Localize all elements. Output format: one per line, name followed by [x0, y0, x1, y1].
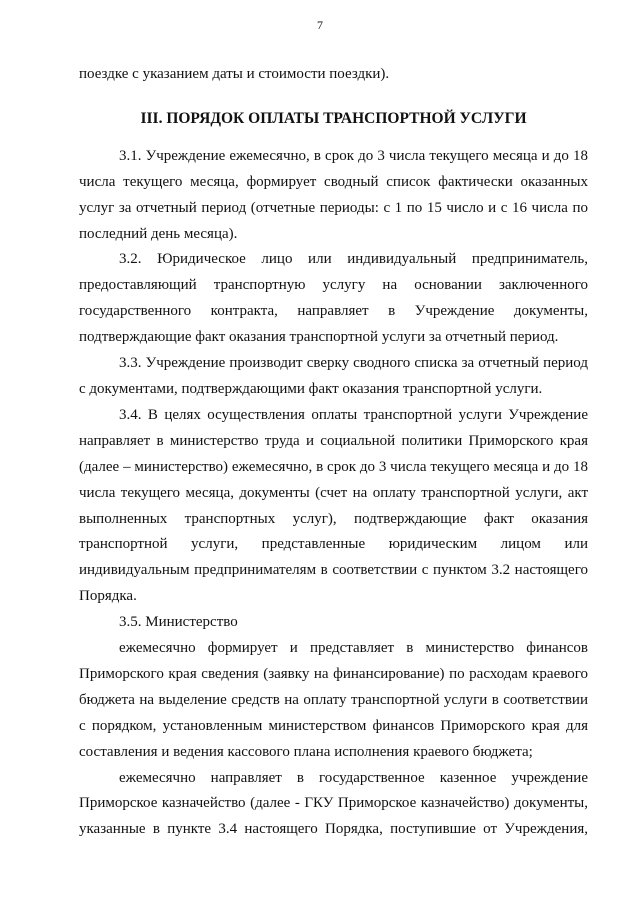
- paragraph-3-1: 3.1. Учреждение ежемесячно, в срок до 3 числа текущего месяца и до 18 числа текущего месяца, формирует сводный список фактически оказанных услуг за отчетный период (отчетные периоды: с 1 по 15 число и с 16 числа по последний день месяца).: [79, 147, 588, 242]
- paragraph-3-5-item-1: ежемесячно формирует и представляет в министерство финансов Приморского края сведения (заявку на финансирование) по расходам краевого бюджета на выделение средств на оплату транспортной услуги в соответствии с порядком, установленным министерством финансов Приморского края для составления и ведения кассового плана исполнения краевого бюджета;: [79, 640, 588, 760]
- paragraph-continuation: поездке с указанием даты и стоимости поездки).: [79, 66, 390, 82]
- paragraph-3-5-item-2: ежемесячно направляет в государственное казенное учреждение Приморское казначейство (далее - ГКУ Приморское казначейство) документы, указанные в пункте 3.4 настоящего Порядка, поступившие от Учреждения,: [79, 769, 588, 838]
- document-body: [79, 62, 588, 843]
- paragraph-3-4: 3.4. В целях осуществления оплаты транспортной услуги Учреждение направляет в министерство труда и социальной политики Приморского края (далее – министерство) ежемесячно, в срок до 3 числа текущего месяца и до 18 числа текущего месяца, документы (счет на оплату транспортной услуги, акт выполненных транспортных услуг), подтверждающие факт оказания транспортной услуги, представленные юридическим лицом или индивидуальным предпринимателям в соответствии с пунктом 3.2 настоящего Порядка.: [79, 406, 588, 605]
- paragraph-3-3: 3.3. Учреждение производит сверку сводного списка за отчетный период с документами, подтверждающими факт оказания транспортной услуги.: [79, 355, 588, 397]
- paragraph-3-5: 3.5. Министерство: [119, 614, 238, 631]
- paragraph-3-2: 3.2. Юридическое лицо или индивидуальный предприниматель, предоставляющий транспортную услугу на основании заключенного государственного контракта, направляет в Учреждение документы, подтверждающие факт оказания транспортной услуги за отчетный период.: [79, 251, 588, 346]
- page-number: 7: [317, 18, 323, 32]
- section-heading: III. ПОРЯДОК ОПЛАТЫ ТРАНСПОРТНОЙ УСЛУГИ: [140, 109, 527, 127]
